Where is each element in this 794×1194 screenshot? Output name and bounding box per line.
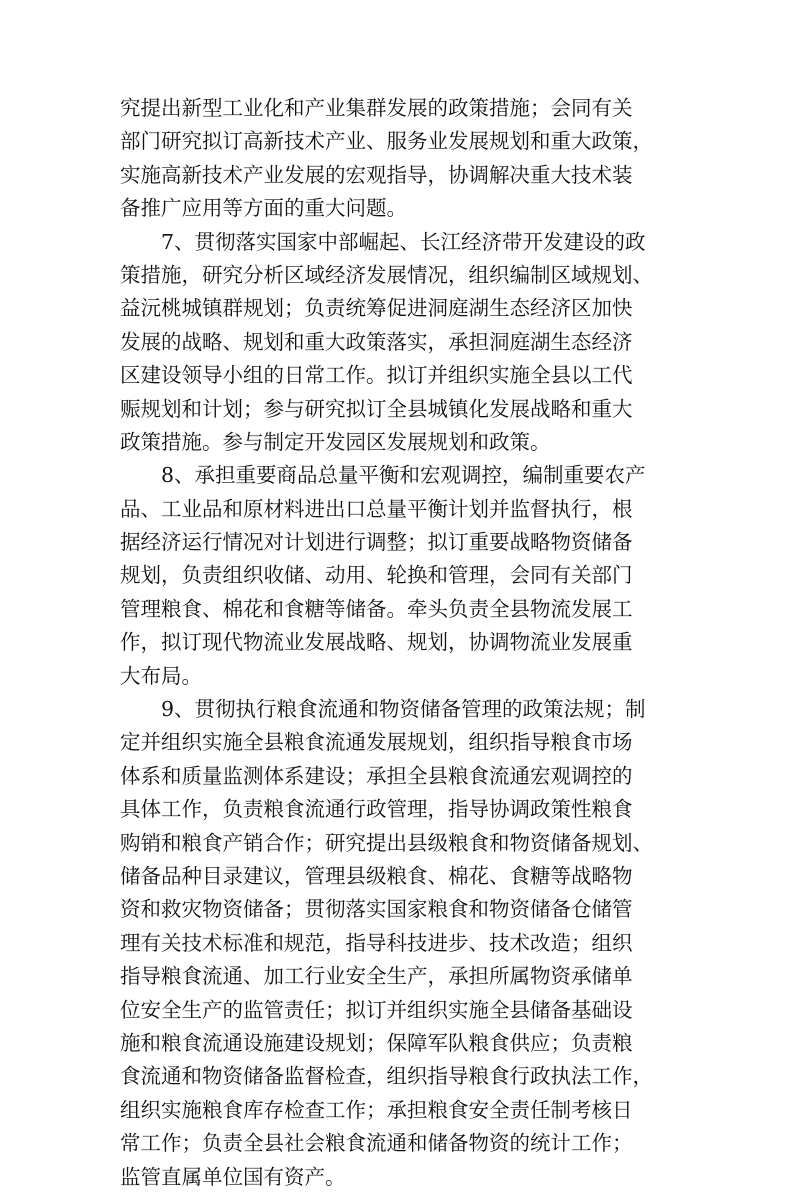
text-line: 管理粮食、棉花和食糖等储备。牵头负责全县物流发展工 xyxy=(120,596,633,621)
text-line: 政策措施。参与制定开发园区发展规划和政策。 xyxy=(120,429,551,454)
text-line: 部门研究拟订高新技术产业、服务业发展规划和重大政策， xyxy=(120,129,653,154)
text-line: 8、承担重要商品总量平衡和宏观调控，编制重要农产 xyxy=(120,463,646,488)
text-line: 组织实施粮食库存检查工作；承担粮食安全责任制考核日 xyxy=(120,1097,633,1122)
text-line: 据经济运行情况对计划进行调整；拟订重要战略物资储备 xyxy=(120,530,633,555)
text-line: 位安全生产的监管责任；拟订并组织实施全县储备基础设 xyxy=(120,997,633,1022)
text-line: 购销和粮食产销合作；研究提出县级粮食和物资储备规划、 xyxy=(120,830,653,855)
text-line: 益沅桃城镇群规划；负责统筹促进洞庭湖生态经济区加快 xyxy=(120,296,633,321)
text-line: 究提出新型工业化和产业集群发展的政策措施；会同有关 xyxy=(120,96,633,120)
text-line: 7、贯彻落实国家中部崛起、长江经济带开发建设的政 xyxy=(120,229,646,254)
text-line: 食流通和物资储备监督检查，组织指导粮食行政执法工作， xyxy=(120,1064,653,1089)
text-line: 发展的战略、规划和重大政策落实，承担洞庭湖生态经济 xyxy=(120,329,633,354)
text-line: 作，拟订现代物流业发展战略、规划，协调物流业发展重 xyxy=(120,630,633,655)
text-line: 赈规划和计划；参与研究拟订全县城镇化发展战略和重大 xyxy=(120,396,633,421)
text-line: 监管直属单位国有资产。 xyxy=(120,1164,346,1189)
text-line: 理有关技术标准和规范，指导科技进步、技术改造；组织 xyxy=(120,930,633,955)
text-line: 品、工业品和原材料进出口总量平衡计划并监督执行，根 xyxy=(120,496,633,521)
text-line: 备推广应用等方面的重大问题。 xyxy=(120,196,407,221)
document-body xyxy=(120,92,680,1194)
text-line: 资和救灾物资储备；贯彻落实国家粮食和物资储备仓储管 xyxy=(120,897,633,922)
text-line: 施和粮食流通设施建设规划；保障军队粮食供应；负责粮 xyxy=(120,1030,633,1055)
text-line: 策措施，研究分析区域经济发展情况，组织编制区域规划、 xyxy=(120,262,653,287)
text-line: 具体工作，负责粮食流通行政管理，指导协调政策性粮食 xyxy=(120,797,633,822)
text-line: 定并组织实施全县粮食流通发展规划，组织指导粮食市场 xyxy=(120,730,633,755)
text-line: 规划，负责组织收储、动用、轮换和管理，会同有关部门 xyxy=(120,563,633,588)
text-line: 储备品种目录建议，管理县级粮食、棉花、食糖等战略物 xyxy=(120,863,633,888)
text-line: 常工作；负责全县社会粮食流通和储备物资的统计工作； xyxy=(120,1131,633,1156)
text-line: 指导粮食流通、加工行业安全生产，承担所属物资承储单 xyxy=(120,964,633,989)
text-line: 区建设领导小组的日常工作。拟订并组织实施全县以工代 xyxy=(120,363,633,388)
text-line: 大布局。 xyxy=(120,663,202,688)
text-line: 实施高新技术产业发展的宏观指导，协调解决重大技术装 xyxy=(120,162,633,187)
text-line: 9、贯彻执行粮食流通和物资储备管理的政策法规；制 xyxy=(120,697,646,722)
text-line: 体系和质量监测体系建设；承担全县粮食流通宏观调控的 xyxy=(120,763,633,788)
